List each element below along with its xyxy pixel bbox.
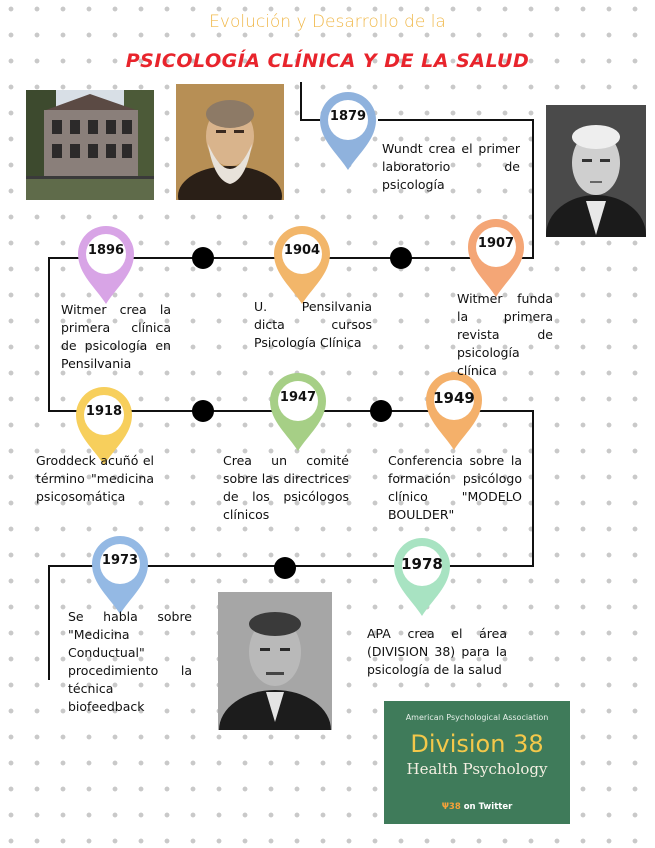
pin-1907	[464, 215, 528, 299]
event-text-1949: Conferencia sobre la formación psicólogo clínico "MODELO BOULDER"	[388, 453, 522, 522]
event-text-1947: Crea un comité sobre las directrices de los psicólogos clínicos	[223, 453, 349, 522]
wundt-portrait	[176, 84, 284, 200]
event-text-1973: Se habla sobre "Medicina Conductual" procedimiento la técnica biofeedback	[68, 609, 192, 714]
year-label: 1978	[401, 555, 443, 573]
pin-1896	[74, 222, 138, 306]
event-text-1907: Witmer funda la primera revista de psicología clínica	[457, 291, 553, 378]
header-subtitle: Evolución y Desarrollo de la	[209, 12, 446, 32]
psi-label: Ψ38	[441, 802, 461, 812]
timeline-dot	[192, 247, 214, 269]
timeline-line	[48, 257, 50, 411]
pin-1904	[270, 222, 334, 306]
timeline-dot	[390, 247, 412, 269]
pin-1978	[390, 534, 454, 618]
groddeck-portrait	[218, 592, 332, 730]
year-label: 1904	[283, 243, 321, 258]
event-text-1904: U. Pensilvania dicta cursos Psicología Clínica	[254, 299, 372, 350]
year-label: 1947	[279, 390, 317, 405]
header-title: PSICOLOGÍA CLÍNICA Y DE LA SALUD	[125, 50, 530, 72]
timeline-line	[532, 119, 534, 258]
year-label: 1896	[87, 243, 125, 258]
book-twitter	[384, 802, 570, 812]
timeline-line	[300, 82, 302, 120]
pin-1973	[88, 532, 152, 616]
timeline-dot	[274, 557, 296, 579]
year-label: 1918	[85, 404, 123, 419]
event-text-1896: Witmer crea la primera clínica de psicología en Pensilvania	[61, 302, 171, 371]
book-division: Division 38	[410, 730, 544, 758]
timeline-dot	[192, 400, 214, 422]
book-org: American Psychological Association	[405, 713, 549, 722]
year-label: 1949	[433, 389, 475, 407]
event-text-1879: Wundt crea el primer laboratorio de psicología	[382, 141, 520, 192]
timeline-dot	[370, 400, 392, 422]
timeline-line	[378, 119, 533, 121]
timeline-line	[532, 410, 534, 566]
pin-1949	[422, 368, 486, 452]
year-label: 1973	[101, 553, 139, 568]
year-label: 1907	[477, 236, 515, 251]
division-38-cover	[384, 701, 570, 824]
witmer-portrait	[546, 105, 646, 237]
book-subtitle: Health Psychology	[406, 760, 548, 778]
timeline-line	[48, 565, 50, 680]
year-label: 1879	[329, 109, 367, 124]
building-photo	[26, 90, 154, 200]
event-text-1978: APA crea el área (DIVISION 38) para la psicología de la salud	[367, 626, 507, 677]
twitter-label: on Twitter	[463, 802, 513, 812]
pin-1947	[266, 369, 330, 453]
event-text-1918: Groddeck acuñó el término "medicina psicosomática	[36, 453, 154, 504]
pin-1879	[316, 88, 380, 172]
